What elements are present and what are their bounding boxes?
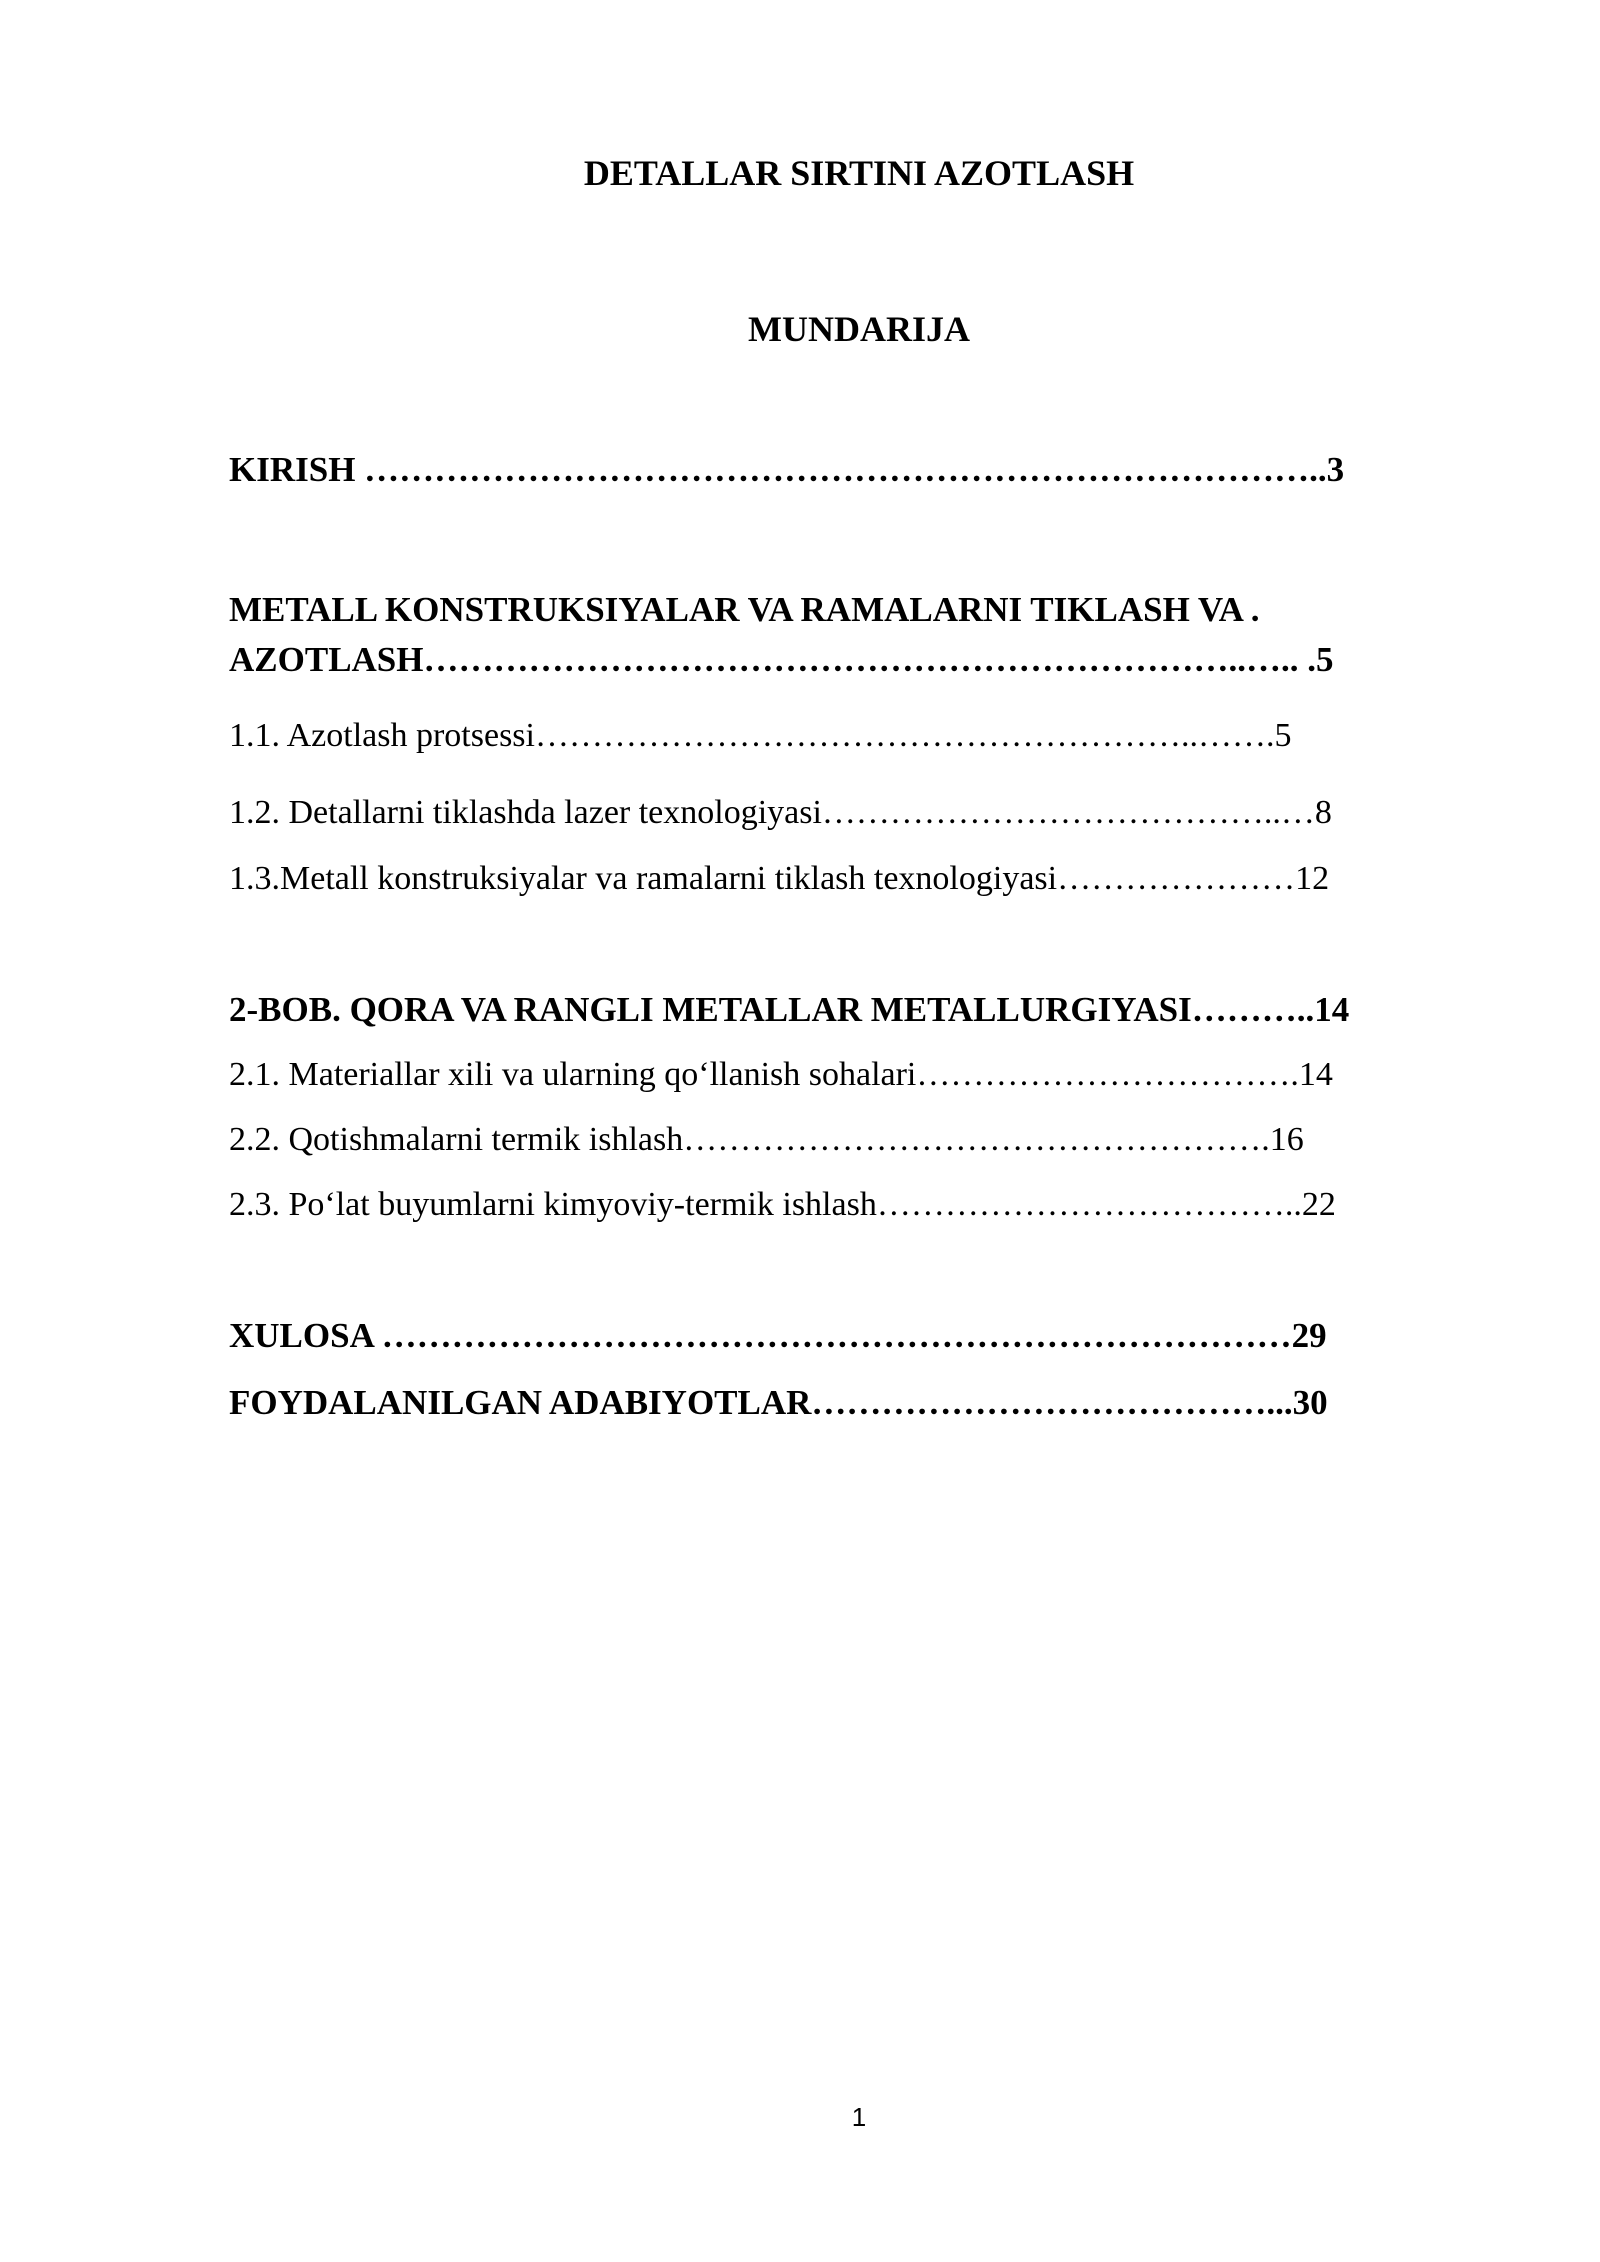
page-number: 1 bbox=[851, 2102, 867, 2132]
toc-entry-chapter-2: 2-BOB. QORA VA RANGLI METALLAR METALLURGIYASI………..14 bbox=[229, 990, 1350, 1029]
toc-entry-kirish: KIRISH ………………………………………………………………………..3 bbox=[229, 450, 1345, 489]
toc-entry-xulosa: XULOSA ……………………………………………………………………29 bbox=[229, 1316, 1327, 1355]
toc-entry-chapter-1-line-1: METALL KONSTRUKSIYALAR VA RAMALARNI TIKLASH VA . bbox=[229, 590, 1260, 629]
toc-entry-section-1-1: 1.1. Azotlash protsessi…………………………………………………..…….5 bbox=[229, 717, 1292, 754]
toc-entry-section-1-2: 1.2. Detallarni tiklashda lazer texnologiyasi…………………………………..…8 bbox=[229, 794, 1332, 831]
toc-heading: MUNDARIJA bbox=[748, 309, 970, 349]
toc-entry-section-2-1: 2.1. Materiallar xili va ularning qo‘llanish sohalari…………………………….14 bbox=[229, 1056, 1333, 1093]
toc-entry-chapter-1-line-2: AZOTLASH……………………………………………………………..….. .5 bbox=[229, 640, 1334, 679]
toc-entry-adabiyotlar: FOYDALANILGAN ADABIYOTLAR…………………………………...30 bbox=[229, 1383, 1328, 1422]
toc-entry-section-2-2: 2.2. Qotishmalarni termik ishlash…………………………………………….16 bbox=[229, 1121, 1304, 1158]
document-title: DETALLAR SIRTINI AZOTLASH bbox=[583, 153, 1135, 193]
toc-entry-section-2-3: 2.3. Po‘lat buyumlarni kimyoviy-termik ishlash………………………………..22 bbox=[229, 1186, 1336, 1223]
toc-entry-section-1-3: 1.3.Metall konstruksiyalar va ramalarni tiklash texnologiyasi…………………12 bbox=[229, 860, 1330, 897]
